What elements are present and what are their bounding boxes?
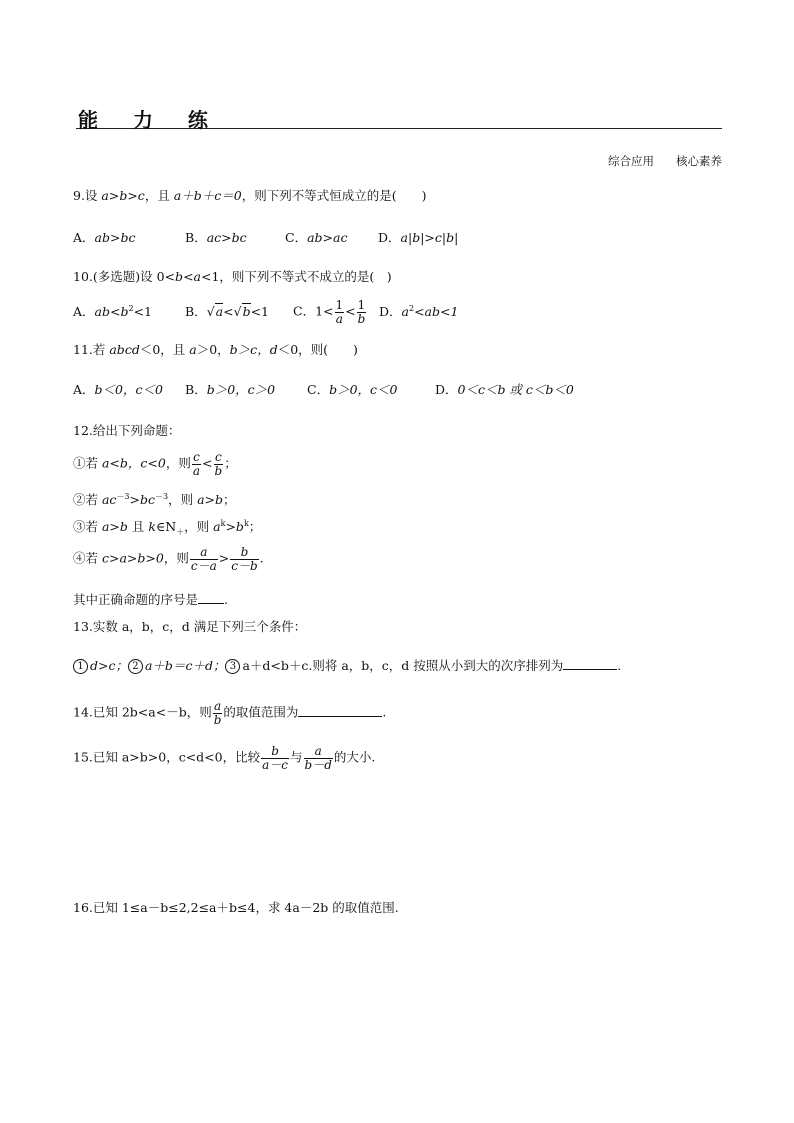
q9-option-b[interactable]: B．ac>bc (185, 230, 247, 245)
question-13-stem: 13.实数 a，b，c，d 满足下列三个条件： (73, 619, 307, 634)
question-9-stem: 9.设 a>b>c，且 a＋b＋c＝0，则下列不等式恒成立的是( ) (73, 188, 427, 203)
question-10-stem: 10.(多选题)设 0<b<a<1，则下列不等式不成立的是( ) (73, 269, 392, 284)
q11-option-c[interactable]: C．b＞0，c＜0 (307, 382, 398, 397)
question-12-stem: 12.给出下列命题： (73, 423, 181, 438)
question-9-options (73, 228, 458, 246)
question-10-options (73, 299, 458, 325)
circled-number-icon: 1 (73, 659, 88, 674)
q11-option-d[interactable]: D．0＜c＜b 或 c＜b＜0 (435, 382, 574, 397)
question-16: 16.已知 1≤a－b≤2,2≤a＋b≤4，求 4a－2b 的取值范围. (73, 900, 399, 915)
q12-proposition-3: ③若 a>b 且 $k\in N_+$，则 $a^k>b^k$； (73, 518, 262, 537)
tag-literacy: 核心素养 (676, 154, 722, 168)
q9-option-c[interactable]: C．ab>ac (285, 230, 348, 245)
section-title: 能 力 练 (78, 108, 222, 132)
q12-proposition-1: ①若 a<b，c<0，则 $\frac{c}{a}$ < $\frac{c}{b}$ ； (73, 450, 237, 478)
q9-option-a[interactable]: A．ab>bc (73, 230, 136, 245)
section-header (76, 102, 722, 132)
circled-number-icon: 2 (128, 659, 143, 674)
answer-blank[interactable] (563, 657, 617, 670)
tag-application: 综合应用 (608, 154, 654, 168)
q10-option-c[interactable]: C．1< $\frac{1}{a}$ < $\frac{1}{b}$ (293, 298, 366, 326)
q10-option-a[interactable]: A．$ab<b^2<1$ (73, 303, 152, 319)
q11-option-a[interactable]: A．b＜0，c＜0 (73, 382, 163, 397)
question-14: 14.已知 2b<a<－b，则 $\frac{a}{b}$ 的取值范围为 . (73, 699, 387, 727)
answer-blank[interactable] (298, 704, 382, 717)
q12-ask: 其中正确命题的序号是 . (73, 592, 228, 607)
question-11-stem: 11.若 abcd＜0，且 a＞0，b＞c，d＜0，则( ) (73, 342, 358, 357)
q10-option-d[interactable]: D．$a^2<ab<1$ (379, 303, 459, 319)
q11-option-b[interactable]: B．b＞0，c＞0 (185, 382, 276, 397)
sqrt-icon: √ (206, 303, 215, 319)
circled-number-icon: 3 (225, 659, 240, 674)
answer-blank[interactable] (198, 591, 224, 604)
q12-proposition-2: ②若 $ac^{-3}>bc^{-3}$，则 a>b； (73, 491, 236, 507)
question-15: 15.已知 a>b>0，c<d<0，比较 $\frac{b}{a-c}$ 与 $\frac{a}{b-d}$ 的大小. (73, 744, 376, 772)
q9-option-d[interactable]: D．a|b|>c|b| (378, 230, 459, 245)
q10-option-b[interactable]: B．√a<√b<1 (185, 303, 270, 319)
section-tags (608, 153, 722, 169)
sqrt-icon: √ (233, 303, 242, 319)
question-13-conditions: 1 d>c； 2 a＋b＝c＋d； 3 a＋d<b＋c.则将 a，b，c，d 按照从小到大的次序排列为 . (73, 656, 621, 674)
question-11-options (73, 380, 574, 398)
q12-proposition-4: ④若 c>a>b>0，则 $\frac{a}{c-a}$ > $\frac{b}{c-b}$ . (73, 545, 264, 573)
